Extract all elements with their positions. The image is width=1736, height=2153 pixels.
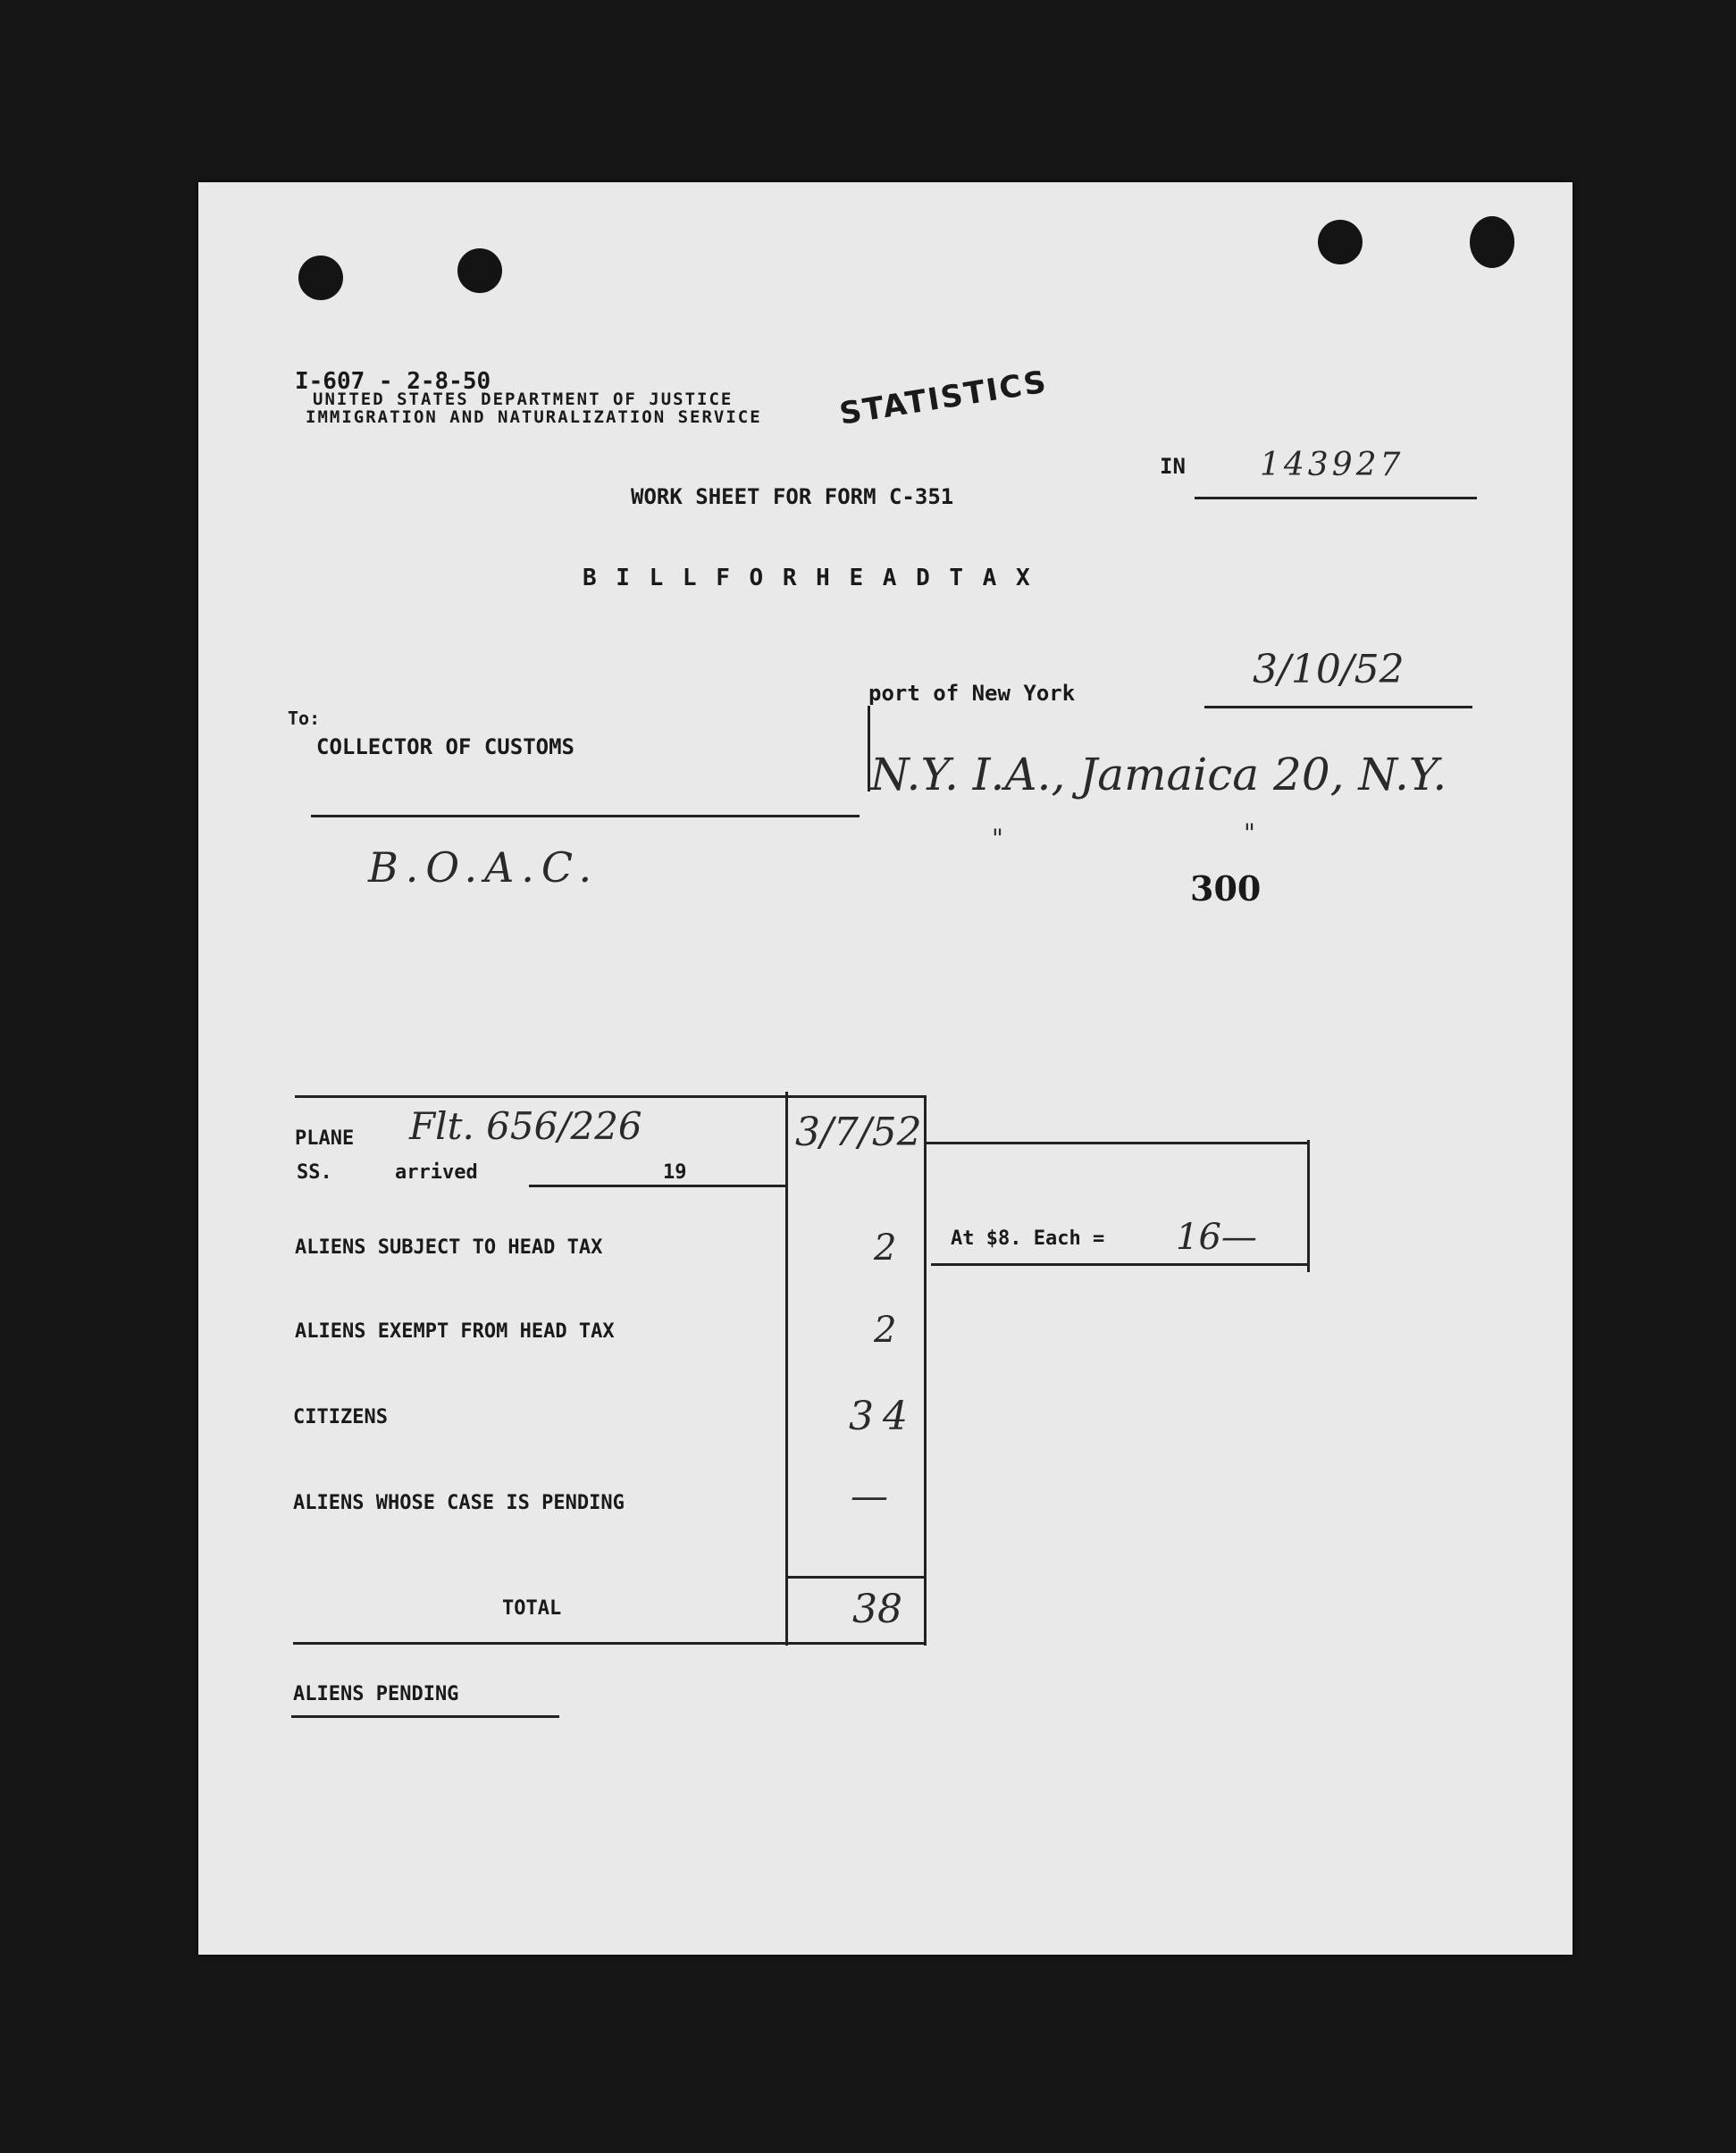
aliens-pending-label: ALIENS PENDING: [293, 1683, 459, 1705]
table-right-border: [924, 1095, 927, 1646]
total-value: 38: [852, 1587, 902, 1632]
port-label: port of New York: [868, 681, 1076, 706]
arrived-underline-2: [699, 1185, 788, 1187]
address-line: [311, 815, 860, 817]
row-value-subject-to-tax: 2: [874, 1227, 897, 1269]
code-number: 300: [1190, 868, 1262, 909]
punch-hole-icon: [457, 248, 502, 293]
row-label-subject-to-tax: ALIENS SUBJECT TO HEAD TAX: [295, 1236, 603, 1259]
row-label-exempt: ALIENS EXEMPT FROM HEAD TAX: [295, 1320, 615, 1343]
arrived-underline: [529, 1185, 708, 1187]
in-label: IN: [1160, 454, 1186, 479]
document-page: [198, 182, 1572, 1955]
ss-label: SS.: [297, 1161, 332, 1184]
subtotal-line: [788, 1576, 926, 1579]
bill-date: 3/10/52: [1253, 647, 1405, 692]
location-handwritten: N.Y. I.A., Jamaica 20, N.Y.: [870, 749, 1447, 800]
form-number: I-607 - 2-8-50: [295, 368, 491, 395]
agency-line-2: IMMIGRATION AND NATURALIZATION SERVICE: [306, 407, 762, 427]
date-underline: [1204, 706, 1472, 708]
rate-box-right: [1307, 1140, 1310, 1272]
rate-box-top: [924, 1142, 1310, 1144]
table-bottom-border: [293, 1642, 926, 1645]
ditto-mark-left: ": [992, 824, 1003, 853]
worksheet-subtitle: WORK SHEET FOR FORM C-351: [631, 484, 954, 509]
punch-hole-icon: [1318, 220, 1363, 264]
addressee: COLLECTOR OF CUSTOMS: [316, 734, 574, 759]
arrival-date: 3/7/52: [795, 1110, 922, 1155]
statistics-stamp: STATISTICS: [836, 364, 1051, 432]
to-label: To:: [288, 708, 321, 729]
arrived-label: arrived: [395, 1161, 478, 1184]
in-number: 143927: [1260, 447, 1405, 483]
table-divider: [785, 1092, 788, 1646]
aliens-pending-underline: [291, 1715, 559, 1718]
flight-number: Flt. 656/226: [409, 1104, 642, 1148]
rate-value: 16—: [1176, 1217, 1257, 1258]
table-top-border: [295, 1095, 926, 1098]
row-value-citizens: 34: [849, 1394, 917, 1439]
row-label-citizens: CITIZENS: [293, 1406, 388, 1428]
document-title: B I L L F O R H E A D T A X: [583, 565, 1033, 591]
ditto-mark-right: ": [1244, 818, 1255, 848]
punch-hole-icon: [1470, 216, 1514, 268]
plane-label: PLANE: [295, 1127, 355, 1150]
carrier-name: B.O.A.C.: [368, 843, 600, 892]
rate-label: At $8. Each =: [951, 1227, 1105, 1250]
in-number-underline: [1195, 497, 1477, 499]
row-label-pending-case: ALIENS WHOSE CASE IS PENDING: [293, 1492, 625, 1514]
rate-box-bottom: [931, 1263, 1310, 1266]
punch-hole-icon: [298, 256, 343, 300]
agency-line-1: UNITED STATES DEPARTMENT OF JUSTICE: [313, 390, 734, 409]
row-value-exempt: 2: [874, 1310, 897, 1351]
row-value-pending-case: —: [851, 1474, 888, 1518]
total-label: TOTAL: [502, 1597, 562, 1620]
year-prefix: 19: [663, 1161, 687, 1184]
